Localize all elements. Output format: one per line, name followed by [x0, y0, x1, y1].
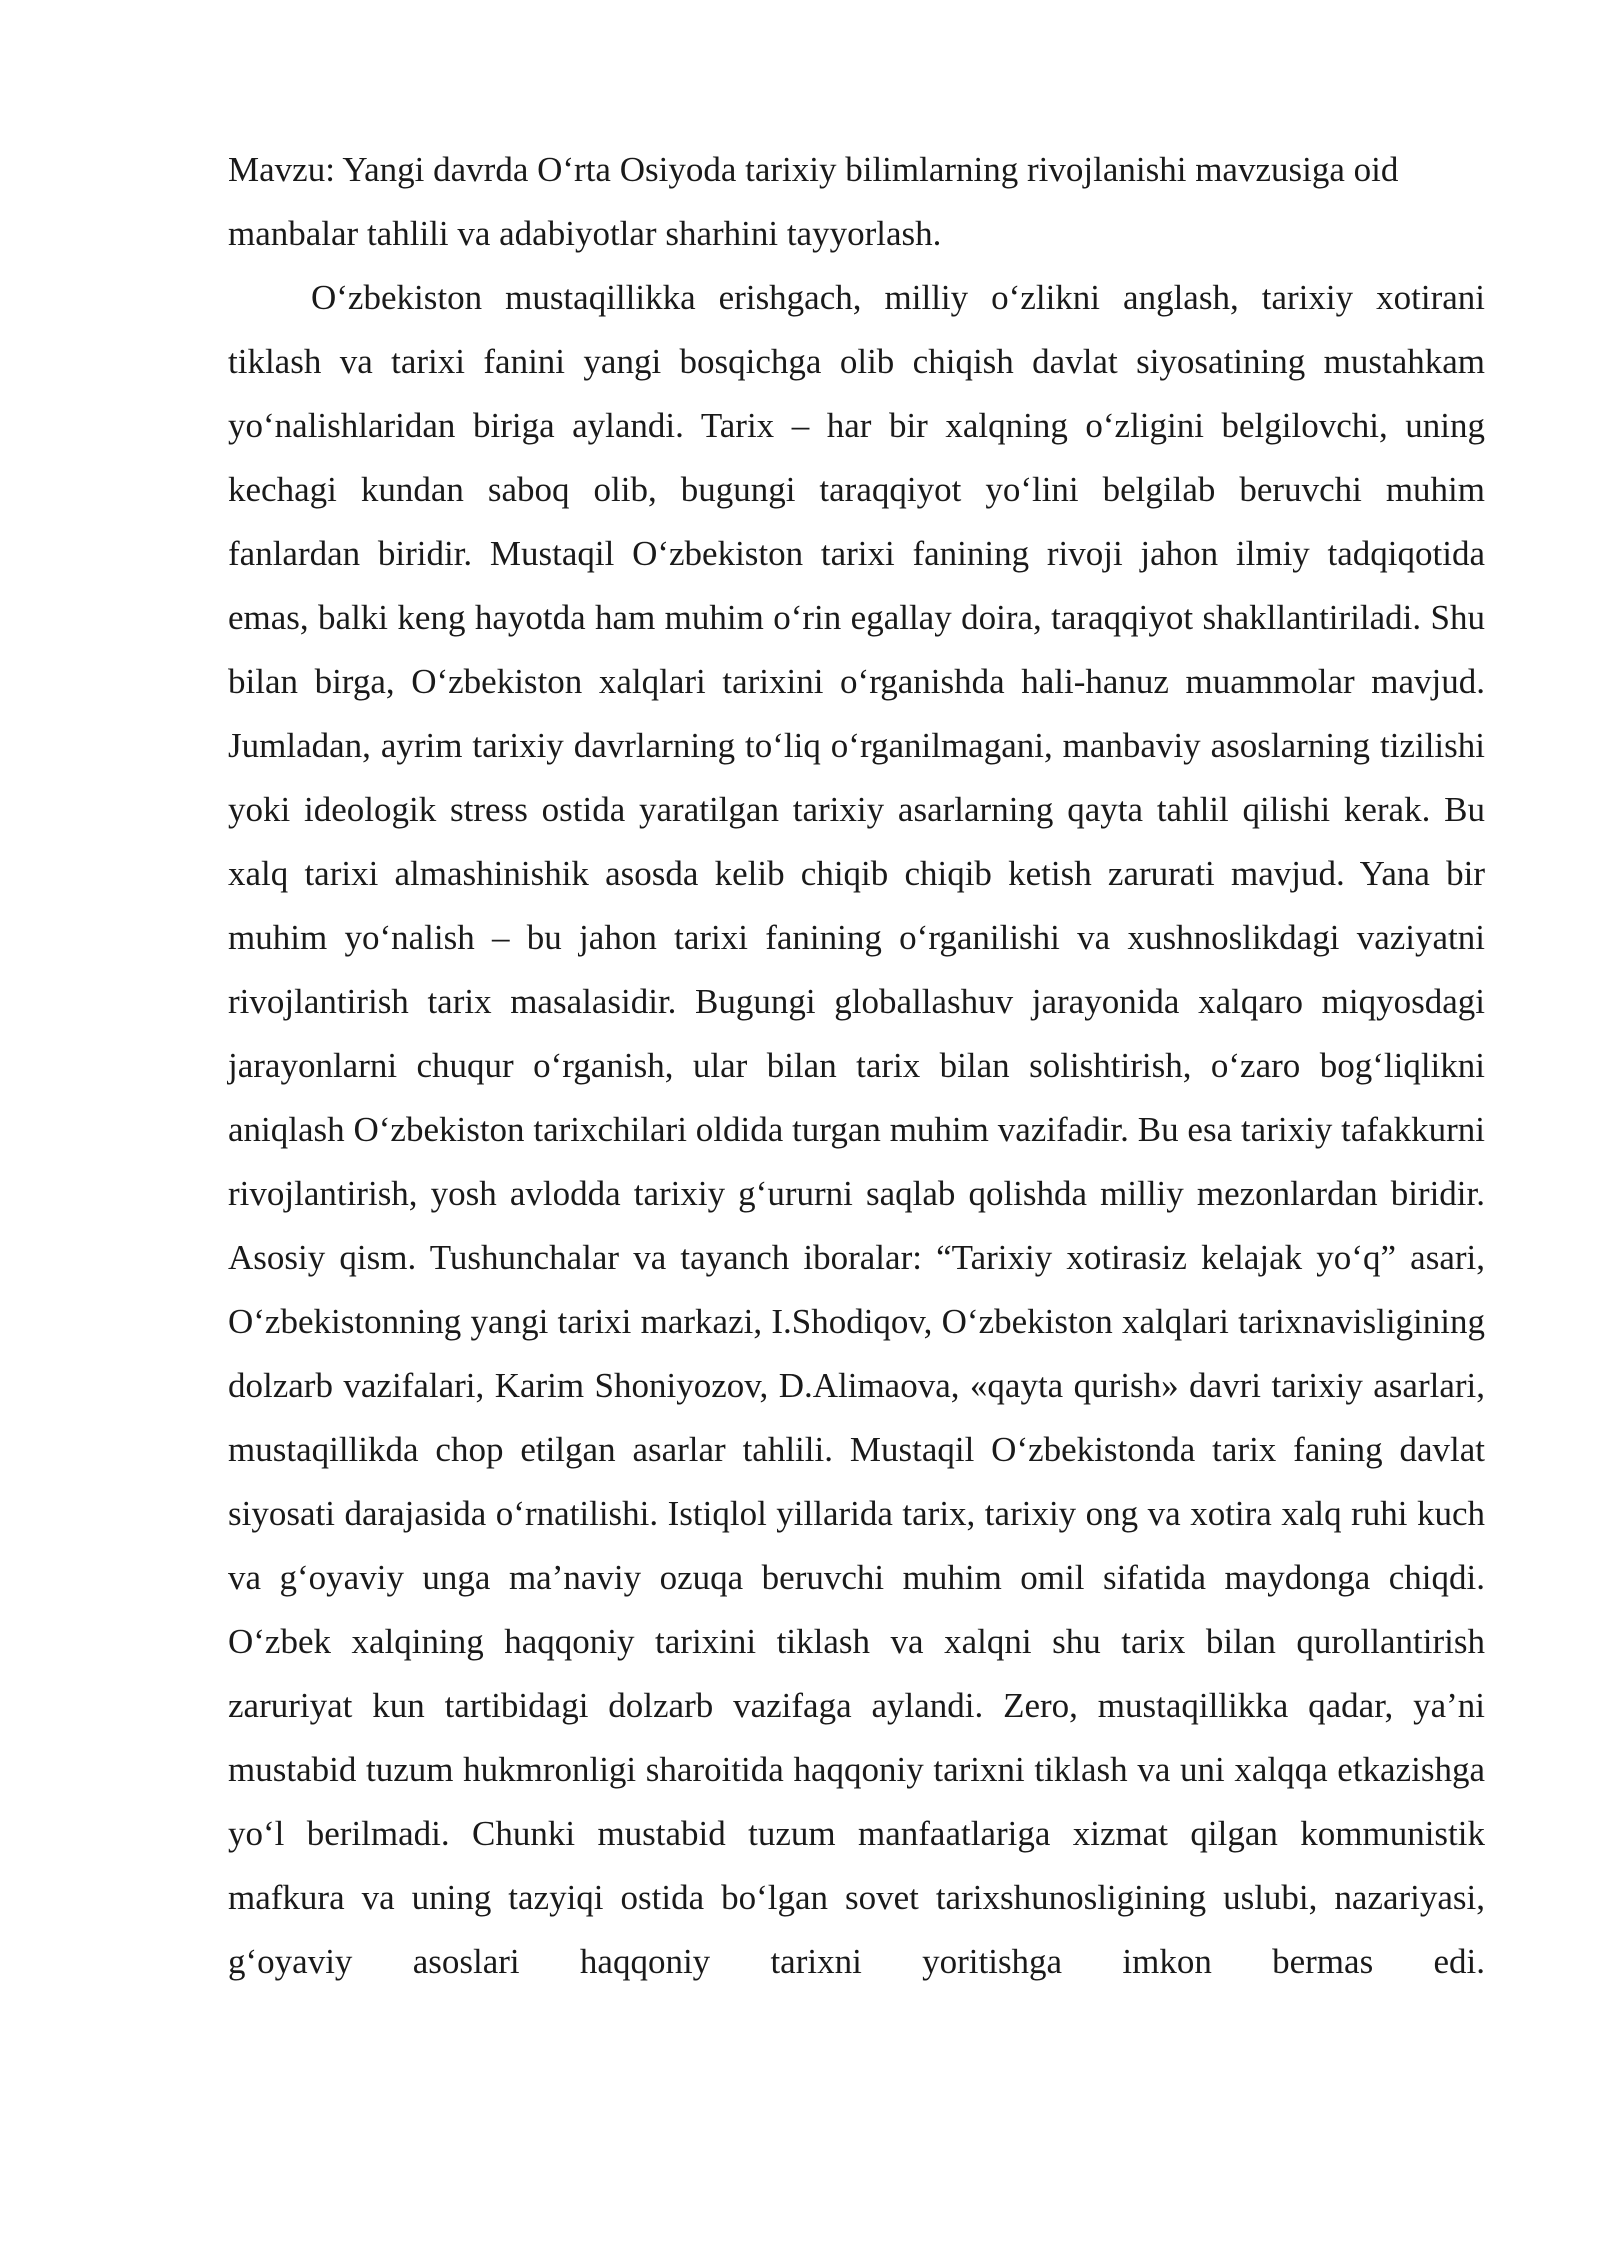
body-paragraph: O‘zbekiston mustaqillikka erishgach, milliy o‘zlikni anglash, tarixiy xotirani tiklash va tarixi fanini yangi bosqichga olib chiqish davlat siyosatining mustahkam yo‘nalishlaridan biriga aylandi. Tarix – har bir xalqning o‘zligini belgilovchi, uning kechagi kundan saboq olib, bugungi taraqqiyot yo‘lini belgilab beruvchi muhim fanlardan biridir. Mustaqil O‘zbekiston tarixi fanining rivoji jahon ilmiy tadqiqotida emas, balki keng hayotda ham muhim o‘rin egallay doira, taraqqiyot shakllantiriladi. Shu bilan birga, O‘zbekiston xalqlari tarixini o‘rganishda hali-hanuz muammolar mavjud. Jumladan, ayrim tarixiy davrlarning to‘liq o‘rganilmagani, manbaviy asoslarning tizilishi yoki ideologik stress ostida yaratilgan tarixiy asarlarning qayta tahlil qilishi kerak. Bu xalq tarixi almashinishik asosda kelib chiqib chiqib ketish zarurati mavjud. Yana bir muhim yo‘nalish – bu jahon tarixi fanining o‘rganilishi va xushnoslikdagi vaziyatni rivojlantirish tarix masalasidir. Bugungi globallashuv jarayonida xalqaro miqyosdagi jarayonlarni chuqur o‘rganish, ular bilan tarix bilan solishtirish, o‘zaro bog‘liqlikni aniqlash O‘zbekiston tarixchilari oldida turgan muhim vazifadir. Bu esa tarixiy tafakkurni rivojlantirish, yosh avlodda tarixiy g‘ururni saqlab qolishda milliy mezonlardan biridir. Asosiy qism. Tushunchalar va tayanch iboralar: “Tarixiy xotirasiz kelajak yo‘q” asari, O‘zbekistonning yangi tarixi markazi, I.Shodiqov, O‘zbekiston xalqlari tarixnavisligining dolzarb vazifalari, Karim Shoniyozov, D.Alimaova, «qayta qurish» davri tarixiy asarlari, mustaqillikda chop etilgan asarlar tahlili. Mustaqil O‘zbekistonda tarix faning davlat siyosati darajasida o‘rnatilishi. Istiqlol yillarida tarix, tarixiy ong va xotira xalq ruhi kuch va g‘oyaviy unga ma’naviy ozuqa beruvchi muhim omil sifatida maydonga chiqdi. O‘zbek xalqining haqqoniy tarixini tiklash va xalqni shu tarix bilan qurollantirish zaruriyat kun tartibidagi dolzarb vazifaga aylandi. Zero, mustaqillikka qadar, ya’ni mustabid tuzum hukmronligi sharoitida haqqoniy tarixni tiklash va uni xalqqa etkazishga yo‘l berilmadi. Chunki mustabid tuzum manfaatlariga xizmat qilgan kommunistik mafkura va uning tazyiqi ostida bo‘lgan sovet tarixshunosligining uslubi, nazariyasi, g‘oyaviy asoslari haqqoniy tarixni yoritishga imkon bermas edi.	[228, 278, 1485, 1981]
topic-line-1: Mavzu: Yangi davrda O‘rta Osiyoda tarixiy bilimlarning rivojlanishi mavzusiga oid	[228, 150, 1399, 189]
document-page	[228, 138, 1485, 1994]
topic-line-2: manbalar tahlili va adabiyotlar sharhini tayyorlash.	[228, 214, 942, 253]
topic-heading	[228, 138, 1485, 266]
